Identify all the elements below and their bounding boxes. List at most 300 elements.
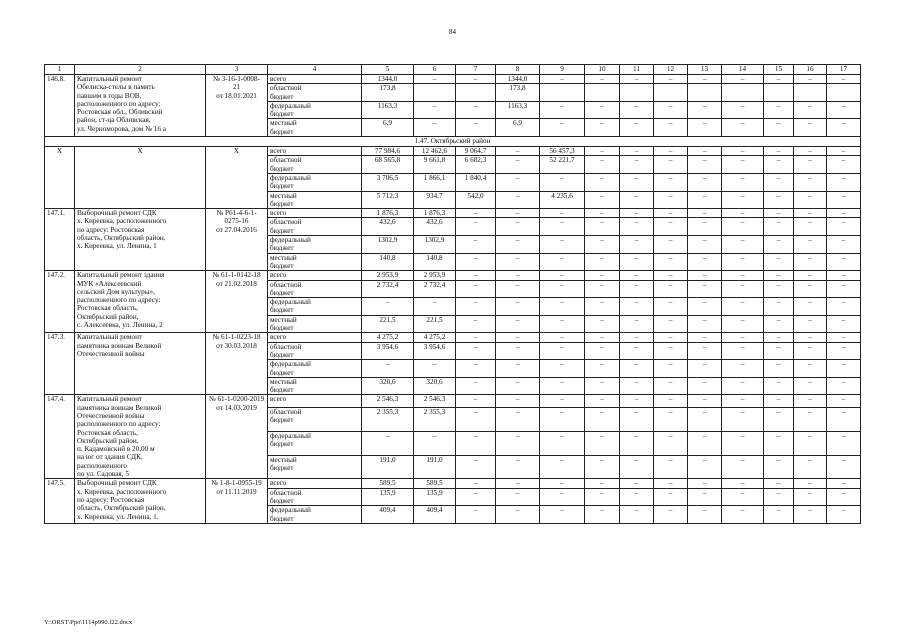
amount-cell: – <box>620 75 654 84</box>
object-name-cell: Выборочный ремонт СДК х. Киреевка, расположенного по адресу: Ростовская область, Октябрьский район, х. Киреевка, ул. Ленина, 1. <box>75 479 206 523</box>
amount-cell <box>620 84 654 102</box>
amount-cell: – <box>496 342 540 360</box>
amount-cell: – <box>688 333 722 342</box>
amount-cell: – <box>620 488 654 506</box>
amount-cell: – <box>654 315 688 333</box>
funding-source-cell: всего <box>268 479 362 488</box>
column-number-header: 9 <box>540 65 585 75</box>
amount-cell: – <box>827 101 861 119</box>
amount-cell: 4 275,2 <box>414 333 456 342</box>
amount-cell: – <box>620 377 654 395</box>
amount-cell: – <box>620 342 654 360</box>
amount-cell: – <box>620 209 654 218</box>
amount-cell: – <box>456 360 496 378</box>
amount-cell: – <box>722 333 764 342</box>
amount-cell: – <box>764 119 794 137</box>
amount-cell: – <box>654 455 688 479</box>
amount-cell: – <box>620 333 654 342</box>
amount-cell: – <box>585 342 620 360</box>
amount-cell: – <box>794 333 827 342</box>
amount-cell: – <box>654 506 688 524</box>
amount-cell: – <box>654 488 688 506</box>
amount-cell: 320,6 <box>362 377 414 395</box>
amount-cell: – <box>764 271 794 280</box>
amount-cell: – <box>722 236 764 254</box>
amount-cell: – <box>496 377 540 395</box>
amount-cell: – <box>456 333 496 342</box>
amount-cell: – <box>794 377 827 395</box>
amount-cell: – <box>688 298 722 316</box>
amount-cell: 12 462,6 <box>414 147 456 156</box>
amount-cell: – <box>654 377 688 395</box>
amount-cell: – <box>620 119 654 137</box>
funding-source-cell: всего <box>268 209 362 218</box>
amount-cell: – <box>496 360 540 378</box>
amount-cell: 1163,3 <box>362 101 414 119</box>
amount-cell: – <box>540 360 585 378</box>
amount-cell: – <box>456 377 496 395</box>
amount-cell: – <box>794 455 827 479</box>
amount-cell: – <box>688 119 722 137</box>
amount-cell <box>827 84 861 102</box>
amount-cell: – <box>722 431 764 455</box>
amount-cell: – <box>794 360 827 378</box>
column-number-header: 5 <box>362 65 414 75</box>
amount-cell: – <box>540 209 585 218</box>
amount-cell: 2 355,3 <box>362 407 414 431</box>
amount-cell: – <box>654 191 688 209</box>
amount-cell: – <box>827 271 861 280</box>
funding-source-cell: федеральный бюджет <box>268 173 362 191</box>
object-name-cell: Выборочный ремонт СДК х. Киреевка, расположенного по адресу: Ростовская область, Октябрьский район, х. Киреевка, ул. Ленина, 1 <box>75 209 206 271</box>
amount-cell: – <box>496 156 540 174</box>
object-name-cell: Х <box>75 147 206 209</box>
funding-source-cell: федеральный бюджет <box>268 360 362 378</box>
amount-cell: 3 954,6 <box>362 342 414 360</box>
amount-cell: – <box>456 75 496 84</box>
amount-cell: – <box>456 395 496 408</box>
amount-cell: 191,0 <box>362 455 414 479</box>
amount-cell: – <box>794 253 827 271</box>
amount-cell: – <box>688 377 722 395</box>
amount-cell: – <box>764 431 794 455</box>
amount-cell: – <box>585 377 620 395</box>
amount-cell: – <box>827 173 861 191</box>
amount-cell: – <box>827 342 861 360</box>
amount-cell: – <box>540 506 585 524</box>
amount-cell: – <box>456 280 496 298</box>
amount-cell: – <box>722 253 764 271</box>
amount-cell: – <box>456 506 496 524</box>
amount-cell: – <box>722 488 764 506</box>
section-row <box>45 137 861 147</box>
funding-source-cell: федеральный бюджет <box>268 236 362 254</box>
amount-cell: – <box>620 191 654 209</box>
amount-cell: – <box>585 298 620 316</box>
amount-cell: – <box>540 75 585 84</box>
amount-cell: – <box>688 395 722 408</box>
file-path-footer: Y:\ORST\Ppo\1114p990.f22.docx <box>44 619 133 626</box>
amount-cell: – <box>827 333 861 342</box>
item-number-cell: 147.1. <box>45 209 75 271</box>
amount-cell: 1302,9 <box>362 236 414 254</box>
column-number-header: 15 <box>764 65 794 75</box>
amount-cell: – <box>722 377 764 395</box>
amount-cell: 1344,0 <box>362 75 414 84</box>
column-number-header: 2 <box>75 65 206 75</box>
amount-cell: – <box>654 479 688 488</box>
table-row <box>45 271 861 280</box>
amount-cell: – <box>540 395 585 408</box>
amount-cell: – <box>620 360 654 378</box>
amount-cell: – <box>496 271 540 280</box>
amount-cell: – <box>654 253 688 271</box>
amount-cell: – <box>764 342 794 360</box>
amount-cell: 409,4 <box>414 506 456 524</box>
column-number-header: 4 <box>268 65 362 75</box>
funding-source-cell: областной бюджет <box>268 342 362 360</box>
funding-source-cell: федеральный бюджет <box>268 506 362 524</box>
amount-cell: – <box>414 298 456 316</box>
amount-cell: – <box>688 147 722 156</box>
amount-cell: – <box>794 271 827 280</box>
amount-cell: – <box>620 280 654 298</box>
amount-cell <box>722 84 764 102</box>
amount-cell: – <box>722 342 764 360</box>
amount-cell: – <box>764 377 794 395</box>
amount-cell: – <box>620 218 654 236</box>
amount-cell: – <box>764 455 794 479</box>
amount-cell: 4 275,2 <box>362 333 414 342</box>
amount-cell: – <box>456 342 496 360</box>
amount-cell: – <box>722 173 764 191</box>
item-number-cell: 147.3. <box>45 333 75 395</box>
amount-cell: 3 706,5 <box>362 173 414 191</box>
funding-source-cell: областной бюджет <box>268 84 362 102</box>
amount-cell: – <box>827 455 861 479</box>
amount-cell: – <box>540 236 585 254</box>
amount-cell: – <box>654 75 688 84</box>
amount-cell: – <box>827 479 861 488</box>
amount-cell: – <box>456 479 496 488</box>
amount-cell: – <box>722 407 764 431</box>
amount-cell: – <box>827 298 861 316</box>
amount-cell: – <box>456 298 496 316</box>
amount-cell: – <box>654 431 688 455</box>
amount-cell: – <box>620 407 654 431</box>
amount-cell: – <box>585 101 620 119</box>
amount-cell: – <box>620 173 654 191</box>
amount-cell: – <box>764 395 794 408</box>
amount-cell: 135,9 <box>362 488 414 506</box>
amount-cell <box>688 84 722 102</box>
document-cell: № 1-8-1-0955-19 от 11.11.2019 <box>206 479 268 523</box>
amount-cell: – <box>585 147 620 156</box>
column-number-header: 11 <box>620 65 654 75</box>
amount-cell: – <box>620 271 654 280</box>
amount-cell: – <box>827 147 861 156</box>
column-number-header: 16 <box>794 65 827 75</box>
column-number-header: 17 <box>827 65 861 75</box>
amount-cell: – <box>496 191 540 209</box>
item-number-cell: 147.4. <box>45 395 75 479</box>
amount-cell: – <box>585 455 620 479</box>
amount-cell: – <box>585 173 620 191</box>
amount-cell: – <box>620 455 654 479</box>
funding-source-cell: областной бюджет <box>268 407 362 431</box>
amount-cell: 135,9 <box>414 488 456 506</box>
amount-cell: – <box>794 298 827 316</box>
amount-cell: – <box>688 407 722 431</box>
table-row <box>45 209 861 218</box>
column-number-header: 1 <box>45 65 75 75</box>
amount-cell: – <box>540 173 585 191</box>
amount-cell: – <box>688 280 722 298</box>
amount-cell: – <box>496 298 540 316</box>
amount-cell: – <box>764 298 794 316</box>
amount-cell: – <box>620 147 654 156</box>
funding-source-cell: местный бюджет <box>268 253 362 271</box>
amount-cell: – <box>620 101 654 119</box>
amount-cell: – <box>414 360 456 378</box>
item-number-cell: 147.5. <box>45 479 75 523</box>
amount-cell: – <box>456 209 496 218</box>
amount-cell: – <box>540 407 585 431</box>
amount-cell: – <box>764 236 794 254</box>
amount-cell: – <box>827 191 861 209</box>
amount-cell: – <box>722 147 764 156</box>
amount-cell: – <box>540 101 585 119</box>
amount-cell <box>585 84 620 102</box>
amount-cell: – <box>456 253 496 271</box>
amount-cell: – <box>654 156 688 174</box>
funding-source-cell: местный бюджет <box>268 377 362 395</box>
amount-cell: – <box>827 377 861 395</box>
amount-cell: – <box>585 271 620 280</box>
amount-cell: – <box>456 431 496 455</box>
funding-source-cell: областной бюджет <box>268 218 362 236</box>
amount-cell: – <box>764 101 794 119</box>
document-cell: № 61-1-0223-18 от 30.03.2018 <box>206 333 268 395</box>
amount-cell: 4 235,6 <box>540 191 585 209</box>
amount-cell: – <box>688 101 722 119</box>
amount-cell: – <box>540 488 585 506</box>
amount-cell: – <box>654 218 688 236</box>
amount-cell: – <box>794 395 827 408</box>
amount-cell: – <box>620 298 654 316</box>
amount-cell: – <box>722 395 764 408</box>
amount-cell: – <box>827 236 861 254</box>
amount-cell: – <box>654 209 688 218</box>
amount-cell: – <box>764 209 794 218</box>
amount-cell: 2 953,9 <box>362 271 414 280</box>
amount-cell: – <box>540 431 585 455</box>
amount-cell: – <box>794 236 827 254</box>
amount-cell: – <box>456 101 496 119</box>
amount-cell: – <box>722 119 764 137</box>
column-number-header: 3 <box>206 65 268 75</box>
amount-cell: – <box>540 280 585 298</box>
amount-cell: – <box>585 479 620 488</box>
amount-cell: – <box>496 173 540 191</box>
amount-cell: 432,6 <box>362 218 414 236</box>
amount-cell: – <box>585 156 620 174</box>
amount-cell: – <box>764 75 794 84</box>
amount-cell: – <box>456 119 496 137</box>
amount-cell: – <box>496 488 540 506</box>
amount-cell: – <box>456 488 496 506</box>
amount-cell: – <box>585 191 620 209</box>
column-number-header: 10 <box>585 65 620 75</box>
amount-cell: – <box>827 506 861 524</box>
amount-cell: – <box>654 360 688 378</box>
amount-cell: – <box>794 119 827 137</box>
table-row <box>45 333 861 342</box>
amount-cell: – <box>688 488 722 506</box>
amount-cell: – <box>794 75 827 84</box>
amount-cell: – <box>585 75 620 84</box>
column-number-header: 14 <box>722 65 764 75</box>
funding-source-cell: всего <box>268 75 362 84</box>
amount-cell: 1 876,3 <box>414 209 456 218</box>
amount-cell: – <box>456 407 496 431</box>
amount-cell: – <box>688 191 722 209</box>
amount-cell: – <box>540 479 585 488</box>
amount-cell: – <box>456 271 496 280</box>
amount-cell: – <box>722 218 764 236</box>
amount-cell: – <box>794 407 827 431</box>
amount-cell: – <box>688 342 722 360</box>
amount-cell: – <box>654 236 688 254</box>
amount-cell: – <box>722 75 764 84</box>
amount-cell: – <box>654 298 688 316</box>
amount-cell: 320,6 <box>414 377 456 395</box>
amount-cell: – <box>585 333 620 342</box>
amount-cell: 589,5 <box>414 479 456 488</box>
table-row <box>45 395 861 408</box>
amount-cell: – <box>794 506 827 524</box>
amount-cell: 221,5 <box>362 315 414 333</box>
amount-cell: – <box>540 333 585 342</box>
amount-cell: – <box>794 431 827 455</box>
amount-cell: – <box>585 280 620 298</box>
amount-cell: – <box>688 156 722 174</box>
amount-cell: – <box>585 431 620 455</box>
amount-cell: 1 876,3 <box>362 209 414 218</box>
amount-cell: 9 661,8 <box>414 156 456 174</box>
amount-cell: – <box>764 253 794 271</box>
amount-cell <box>654 84 688 102</box>
amount-cell: – <box>456 455 496 479</box>
funding-source-cell: всего <box>268 147 362 156</box>
amount-cell: – <box>585 119 620 137</box>
amount-cell: – <box>540 298 585 316</box>
amount-cell: 589,5 <box>362 479 414 488</box>
document-cell: № Р61-4-6-1- 0275-16 от 27.04.2016 <box>206 209 268 271</box>
amount-cell: – <box>827 209 861 218</box>
amount-cell <box>414 84 456 102</box>
amount-cell: – <box>654 271 688 280</box>
section-title: 1.47. Октябрьский район <box>45 137 861 147</box>
amount-cell: – <box>654 342 688 360</box>
amount-cell: – <box>540 342 585 360</box>
amount-cell: – <box>585 218 620 236</box>
amount-cell: – <box>764 407 794 431</box>
amount-cell: – <box>794 191 827 209</box>
item-number-cell: 146.8. <box>45 75 75 137</box>
amount-cell: – <box>456 236 496 254</box>
amount-cell: 6,9 <box>496 119 540 137</box>
amount-cell: – <box>722 298 764 316</box>
amount-cell: – <box>496 315 540 333</box>
amount-cell: – <box>688 479 722 488</box>
amount-cell: – <box>362 360 414 378</box>
amount-cell: – <box>620 253 654 271</box>
funding-table <box>44 64 861 524</box>
amount-cell: 173,8 <box>496 84 540 102</box>
document-cell: № 3-16-1-0008- 21 от 18.01.2021 <box>206 75 268 137</box>
amount-cell: – <box>827 75 861 84</box>
amount-cell: 68 565,8 <box>362 156 414 174</box>
amount-cell: 542,0 <box>456 191 496 209</box>
amount-cell: – <box>827 488 861 506</box>
amount-cell: – <box>496 479 540 488</box>
amount-cell: – <box>764 147 794 156</box>
amount-cell: – <box>688 315 722 333</box>
funding-source-cell: областной бюджет <box>268 488 362 506</box>
amount-cell: – <box>827 253 861 271</box>
amount-cell: – <box>496 395 540 408</box>
column-number-header: 12 <box>654 65 688 75</box>
funding-source-cell: всего <box>268 395 362 408</box>
amount-cell: – <box>414 119 456 137</box>
amount-cell: – <box>764 218 794 236</box>
amount-cell: 191,0 <box>414 455 456 479</box>
amount-cell: – <box>794 173 827 191</box>
amount-cell: – <box>688 173 722 191</box>
amount-cell: – <box>540 253 585 271</box>
amount-cell: – <box>794 479 827 488</box>
amount-cell: 934,7 <box>414 191 456 209</box>
amount-cell: 1163,3 <box>496 101 540 119</box>
column-number-header: 13 <box>688 65 722 75</box>
amount-cell: – <box>585 407 620 431</box>
funding-source-cell: федеральный бюджет <box>268 101 362 119</box>
page-number: 84 <box>449 28 456 36</box>
amount-cell: – <box>827 360 861 378</box>
amount-cell: – <box>764 280 794 298</box>
amount-cell: – <box>688 253 722 271</box>
column-number-header: 6 <box>414 65 456 75</box>
amount-cell: – <box>414 75 456 84</box>
amount-cell: – <box>620 236 654 254</box>
amount-cell: – <box>688 218 722 236</box>
amount-cell: – <box>688 506 722 524</box>
table-header-row <box>45 65 861 75</box>
amount-cell: – <box>496 333 540 342</box>
amount-cell: – <box>620 431 654 455</box>
amount-cell: 2 546,3 <box>362 395 414 408</box>
funding-source-cell: областной бюджет <box>268 280 362 298</box>
amount-cell: – <box>496 147 540 156</box>
funding-source-cell: всего <box>268 333 362 342</box>
table-row <box>45 147 861 156</box>
amount-cell: – <box>654 147 688 156</box>
amount-cell: – <box>620 315 654 333</box>
amount-cell: 56 457,3 <box>540 147 585 156</box>
amount-cell: 3 954,6 <box>414 342 456 360</box>
amount-cell: – <box>654 101 688 119</box>
